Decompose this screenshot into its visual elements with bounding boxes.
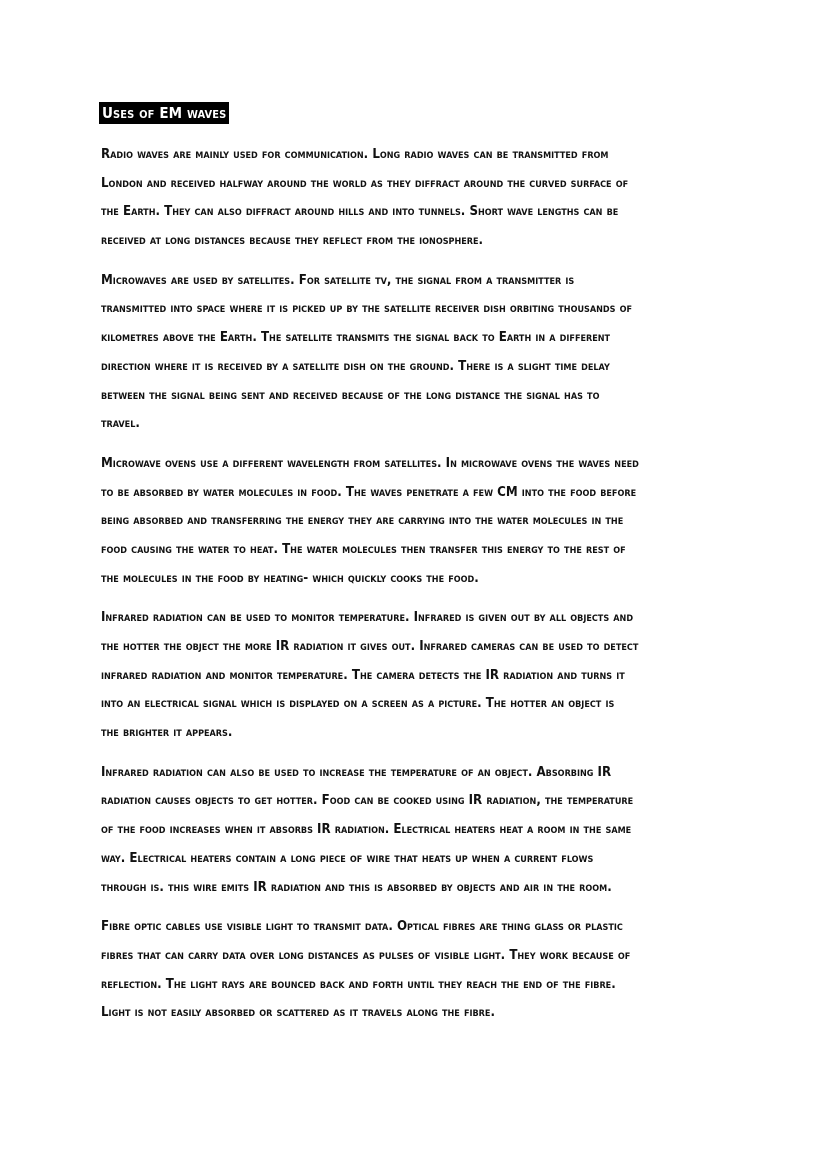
text-line: London and received halfway around the world as they diffract around the curved surface of: [101, 175, 629, 191]
text-line: Infrared radiation can be used to monitor temperature. Infrared is given out by all objects and: [101, 610, 634, 626]
text-line: between the signal being sent and received because of the long distance the signal has to: [101, 387, 600, 403]
text-line: being absorbed and transferring the energy they are carrying into the water molecules in the: [101, 513, 624, 529]
text-line: Radio waves are mainly used for communication. Long radio waves can be transmitted from: [101, 147, 609, 162]
text-line: Light is not easily absorbed or scattered as it travels along the fibre.: [101, 1005, 495, 1021]
paragraph-infrared-heating: [101, 759, 741, 902]
paragraph-radio-waves: [101, 141, 741, 256]
text-line: Microwave ovens use a different wavelength from satellites. In microwave ovens the waves need: [101, 455, 639, 471]
text-line: food causing the water to heat. The water molecules then transfer this energy to the rest of: [101, 541, 626, 557]
title-block: [99, 102, 229, 124]
text-line: Infrared radiation can also be used to increase the temperature of an object. Absorbing IR: [101, 764, 612, 780]
paragraph-microwaves-satellites: [101, 267, 741, 439]
text-line: the molecules in the food by heating- which quickly cooks the food.: [101, 570, 479, 586]
text-line: Fibre optic cables use visible light to transmit data. Optical fibres are thing glass or plastic: [101, 919, 623, 935]
paragraph-fibre-optics: [101, 913, 741, 1028]
text-line: received at long distances because they reflect from the ionosphere.: [101, 233, 484, 249]
text-line: the hotter the object the more IR radiation it gives out. Infrared cameras can be used to detect: [101, 639, 639, 654]
text-line: direction where it is received by a satellite dish on the ground. There is a slight time delay: [101, 358, 610, 374]
text-line: radiation causes objects to get hotter. Food can be cooked using IR radiation, the temperature: [101, 793, 634, 809]
text-line: way. Electrical heaters contain a long piece of wire that heats up when a current flows: [101, 850, 594, 866]
text-line: into an electrical signal which is displayed on a screen as a picture. The hotter an object is: [101, 696, 615, 712]
text-line: of the food increases when it absorbs IR radiation. Electrical heaters heat a room in the same: [101, 822, 632, 838]
text-line: infrared radiation and monitor temperature. The camera detects the IR radiation and turns it: [101, 667, 625, 683]
text-line: transmitted into space where it is picked up by the satellite receiver dish orbiting thousands of: [101, 301, 633, 317]
document-body: [101, 141, 741, 1039]
text-line: the brighter it appears.: [101, 725, 233, 741]
text-line: through is. this wire emits IR radiation and this is absorbed by objects and air in the room.: [101, 879, 612, 895]
paragraph-microwave-ovens: [101, 450, 741, 593]
text-line: fibres that can carry data over long distances as pulses of visible light. They work because of: [101, 947, 631, 963]
text-line: Microwaves are used by satellites. For satellite tv, the signal from a transmitter is: [101, 272, 575, 288]
text-line: kilometres above the Earth. The satellite transmits the signal back to Earth in a different: [101, 330, 611, 346]
text-line: travel.: [101, 416, 140, 432]
text-line: the Earth. They can also diffract around hills and into tunnels. Short wave lengths can be: [101, 204, 619, 220]
paragraph-infrared-monitoring: [101, 604, 741, 747]
text-line: reflection. The light rays are bounced back and forth until they reach the end of the fibre.: [101, 976, 616, 992]
document-title: Uses of EM waves: [99, 102, 229, 124]
text-line: to be absorbed by water molecules in food. The waves penetrate a few CM into the food before: [101, 484, 637, 500]
